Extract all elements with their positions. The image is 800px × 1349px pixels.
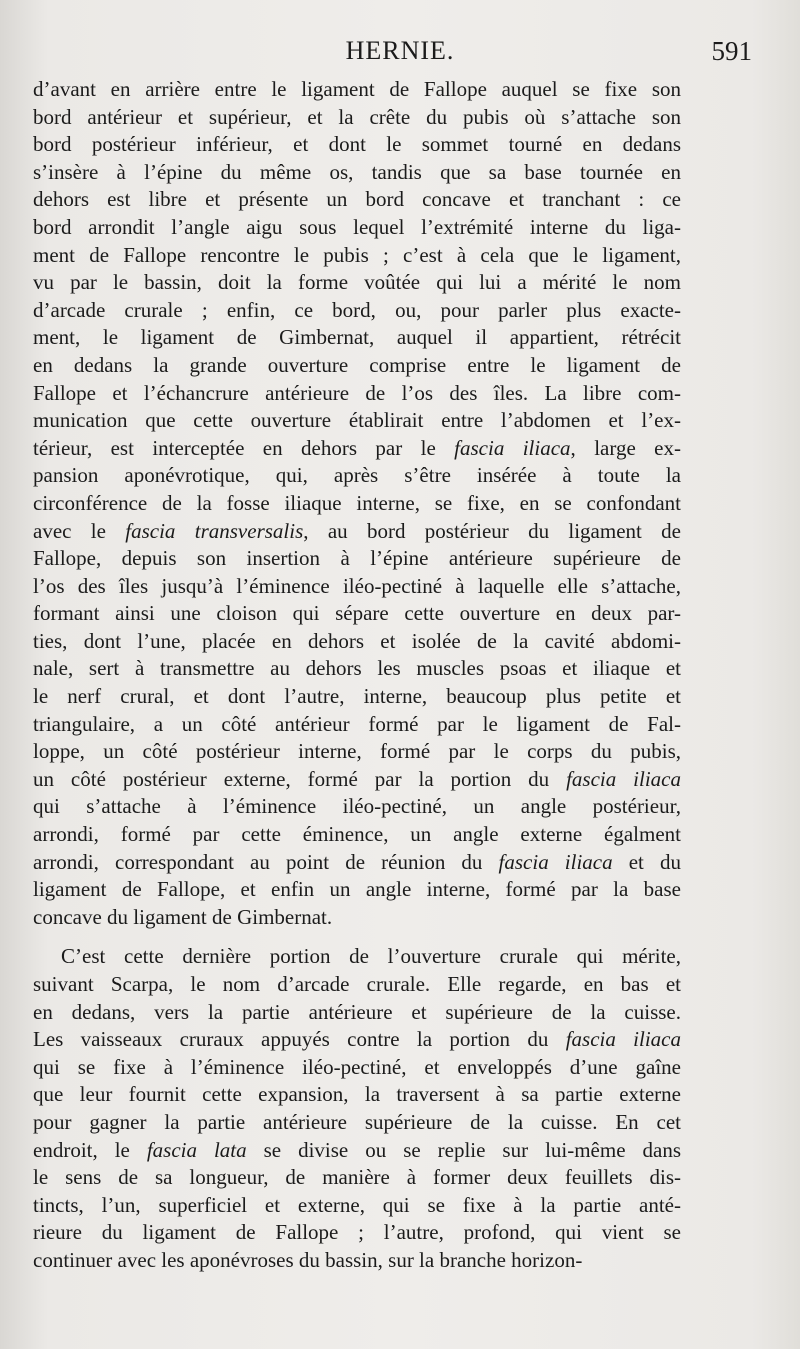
text-segment: tincts, l’un, superficiel et externe, qui se fixe à la partie anté-: [33, 1192, 681, 1217]
text-line: [33, 1026, 681, 1054]
text-line: [33, 711, 681, 739]
text-segment: ment, le ligament de Gimbernat, auquel il appartient, rétrécit: [33, 325, 681, 350]
page-number: 591: [711, 36, 752, 66]
text-line: [33, 628, 681, 656]
paragraph-gap: [33, 931, 681, 943]
text-segment: s’insère à l’épine du même os, tandis que sa base tournée en: [33, 159, 681, 184]
text-line: [33, 159, 681, 187]
text-line: [33, 793, 681, 821]
text-segment: rieure du ligament de Fallope ; l’autre, profond, qui vient se: [33, 1220, 681, 1245]
text-line: [33, 999, 681, 1027]
text-line: [33, 490, 681, 518]
text-segment: bord arrondit l’angle aigu sous lequel l’extrémité interne du liga-: [33, 214, 681, 239]
text-segment: bord postérieur inférieur, et dont le sommet tourné en dedans: [33, 132, 681, 157]
text-segment: Les vaisseaux cruraux appuyés contre la portion du: [33, 1027, 566, 1052]
text-line: [33, 971, 681, 999]
text-line: [33, 435, 681, 463]
text-line: [33, 545, 681, 573]
text-line: [33, 380, 681, 408]
text-segment: arrondi, correspondant au point de réunion du: [33, 849, 499, 874]
text-line: [33, 738, 681, 766]
text-segment: endroit, le: [33, 1137, 147, 1162]
text-line: [33, 1219, 681, 1247]
text-segment: le sens de sa longueur, de manière à former deux feuillets dis-: [33, 1165, 681, 1190]
text-line: [33, 573, 681, 601]
text-line: [33, 186, 681, 214]
text-line: [33, 214, 681, 242]
text-line: [33, 876, 681, 904]
text-segment: se divise ou se replie sur lui-même dans: [246, 1137, 682, 1162]
text-segment: en dedans, vers la partie antérieure et supérieure de la cuisse.: [33, 999, 681, 1024]
text-segment: Fallope et l’échancrure antérieure de l’os des îles. La libre com-: [33, 380, 681, 405]
text-line: [33, 352, 681, 380]
running-title: HERNIE.: [345, 36, 455, 65]
text-segment: le nerf crural, et dont l’autre, interne, beaucoup plus petite et: [33, 684, 681, 709]
text-segment: qui s’attache à l’éminence iléo-pectiné, un angle postérieur,: [33, 794, 681, 819]
text-segment: l’os des îles jusqu’à l’éminence iléo-pectiné à laquelle elle s’attache,: [33, 573, 681, 598]
text-line: [33, 462, 681, 490]
text-segment: ties, dont l’une, placée en dehors et isolée de la cavité abdomi-: [33, 628, 681, 653]
text-line: [33, 1247, 681, 1275]
text-segment: pansion aponévrotique, qui, après s’être insérée à toute la: [33, 463, 681, 488]
text-segment: concave du ligament de Gimbernat.: [33, 904, 333, 929]
paragraph: [33, 76, 681, 931]
text-line: [33, 683, 681, 711]
text-segment: bord antérieur et supérieur, et la crête du pubis où s’attache son: [33, 104, 681, 129]
italic-term: fascia iliaca: [498, 849, 613, 874]
text-segment: un côté postérieur externe, formé par la portion du: [33, 766, 567, 791]
text-segment: , large ex-: [570, 435, 681, 460]
text-line: [33, 904, 681, 932]
text-line: [33, 1109, 681, 1137]
italic-term: fascia transversalis: [125, 518, 304, 543]
text-segment: avec le: [33, 518, 126, 543]
text-segment: continuer avec les aponévroses du bassin, sur la branche horizon-: [33, 1247, 583, 1272]
text-segment: et du: [612, 849, 681, 874]
text-line: [33, 1164, 681, 1192]
text-segment: loppe, un côté postérieur interne, formé par le corps du pubis,: [33, 739, 681, 764]
text-segment: circonférence de la fosse iliaque interne, se fixe, en se confondant: [33, 490, 681, 515]
text-line: [33, 849, 681, 877]
text-line: [33, 76, 681, 104]
text-line: [33, 600, 681, 628]
text-line: [33, 1192, 681, 1220]
text-segment: pour gagner la partie antérieure supérieure de la cuisse. En cet: [33, 1109, 681, 1134]
text-line: [33, 1081, 681, 1109]
text-line: [33, 407, 681, 435]
text-line: [33, 104, 681, 132]
paragraph: [33, 943, 681, 1274]
text-line: [33, 766, 681, 794]
text-line: [33, 242, 681, 270]
italic-term: fascia iliaca: [565, 1027, 681, 1052]
text-line: [33, 518, 681, 546]
text-segment: dehors est libre et présente un bord concave et tranchant : ce: [33, 187, 681, 212]
text-line: [33, 269, 681, 297]
text-segment: ligament de Fallope, et enfin un angle interne, formé par la base: [33, 877, 681, 902]
text-line: [33, 1137, 681, 1165]
text-segment: qui se fixe à l’éminence iléo-pectiné, et enveloppés d’une gaîne: [33, 1054, 681, 1079]
text-segment: d’arcade crurale ; enfin, ce bord, ou, pour parler plus exacte-: [33, 297, 681, 322]
text-line: [33, 655, 681, 683]
text-line: [33, 821, 681, 849]
text-segment: en dedans la grande ouverture comprise entre le ligament de: [33, 352, 681, 377]
text-segment: munication que cette ouverture établirait entre l’abdomen et l’ex-: [33, 408, 681, 433]
text-line: [33, 131, 681, 159]
text-segment: nale, sert à transmettre au dehors les muscles psoas et iliaque et: [33, 656, 681, 681]
text-segment: formant ainsi une cloison qui sépare cette ouverture en deux par-: [33, 601, 681, 626]
running-head: [34, 36, 766, 72]
text-segment: Fallope, depuis son insertion à l’épine antérieure supérieure de: [33, 546, 681, 571]
text-segment: vu par le bassin, doit la forme voûtée qui lui a mérité le nom: [33, 270, 681, 295]
text-segment: ment de Fallope rencontre le pubis ; c’est à cela que le ligament,: [33, 242, 681, 267]
text-line: [33, 943, 681, 971]
text-segment: , au bord postérieur du ligament de: [303, 518, 682, 543]
italic-term: fascia iliaca: [454, 435, 571, 460]
text-line: [33, 324, 681, 352]
text-body: [33, 76, 681, 1275]
text-segment: suivant Scarpa, le nom d’arcade crurale. Elle regarde, en bas et: [33, 972, 681, 996]
text-segment: térieur, est interceptée en dehors par le: [33, 435, 455, 460]
italic-term: fascia iliaca: [566, 766, 681, 791]
italic-term: fascia lata: [146, 1137, 247, 1162]
text-segment: triangulaire, a un côté antérieur formé par le ligament de Fal-: [33, 711, 681, 736]
text-line: [33, 1054, 681, 1082]
text-segment: que leur fournit cette expansion, la traversent à sa partie externe: [33, 1082, 681, 1107]
text-segment: arrondi, formé par cette éminence, un angle externe égalment: [33, 822, 681, 847]
text-segment: C’est cette dernière portion de l’ouverture crurale qui mérite,: [61, 944, 681, 969]
text-line: [33, 297, 681, 325]
text-segment: d’avant en arrière entre le ligament de Fallope auquel se fixe son: [33, 77, 681, 101]
